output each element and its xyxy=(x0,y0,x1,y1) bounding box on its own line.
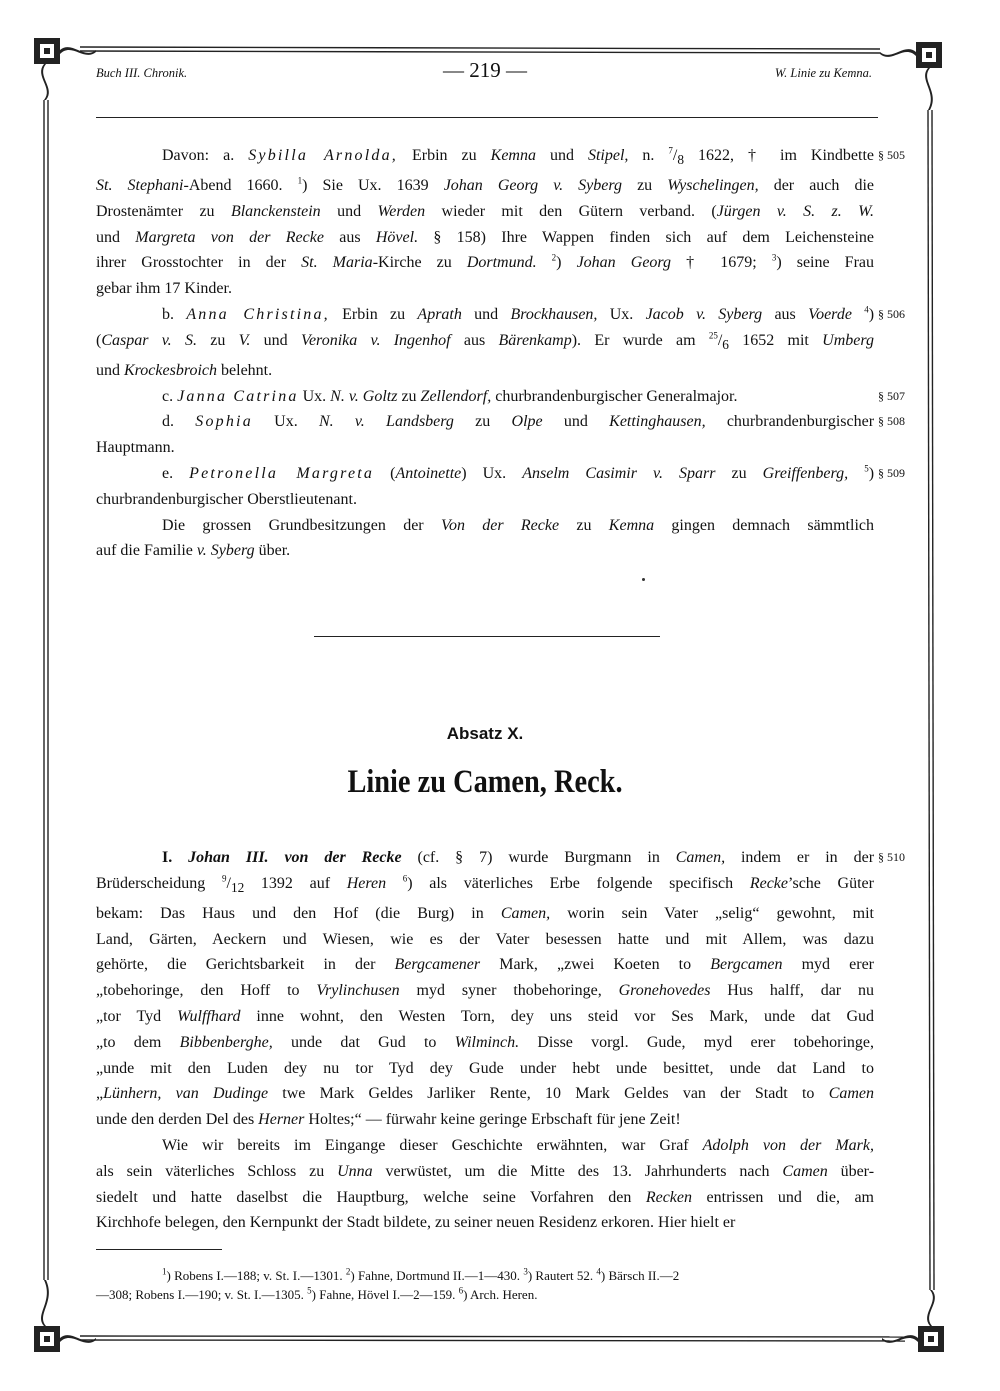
corner-ornament-top-left xyxy=(34,38,96,100)
text-line: Die grossen Grundbesitzungen der Von der Recke zu Kemna gingen demnach sämmtlich xyxy=(162,516,874,534)
paragraph-number: § 508 xyxy=(878,414,905,429)
section-label: Absatz X. xyxy=(446,724,524,743)
text-line: und Krockesbroich belehnt. xyxy=(96,361,273,379)
footnote-line: $^1$) Robens I.—188; v. St. I.—1301. $^2$) Fahne, Dortmund II.—1—430. $^3$) Rautert 52. $^4$) Bärsch II.—2 xyxy=(162,1266,680,1283)
text-line: Drostenämter zu Blanckenstein und Werden wieder mit den Gütern verband. (Jürgen v. S. z. W. xyxy=(96,202,874,220)
text-line: „tor Tyd Wulffhard inne wohnt, den Westen Torn, dey uns steid vor Ses Mark, unde dat Gud xyxy=(96,1007,874,1025)
text-line: St. Stephani-Abend 1660. $^1$) Sie Ux. 1639 Johan Georg v. Syberg zu Wyschelingen, der auch die xyxy=(96,175,875,194)
paragraph-number: § 510 xyxy=(878,850,905,864)
footnotes xyxy=(96,1266,874,1304)
text-line: „to dem Bibbenberghe, unde dat Gud to Wilminch. Disse vorgl. Gude, myd erer tobehoringe, xyxy=(96,1033,875,1051)
text-line: c. Janna Catrina Ux. N. v. Goltz zu Zellendorf, churbrandenburgischer Generalmajor. § 507 xyxy=(96,384,874,410)
text-line: siedelt und hatte daselbst die Hauptburg, welche seine Vorfahren den Recken entrissen und die, am xyxy=(96,1188,875,1206)
text-line: „unde mit den Luden dey nu tor Tyd dey Gude under hebt unde besittet, unde dat Land to xyxy=(96,1059,874,1077)
text-line: gehörte, die Gerichtsbarkeit in der Bergcamener Mark, „zwei Koeten to Bergcamen myd erer xyxy=(96,956,875,974)
paragraph-number: § 509 xyxy=(878,465,905,480)
text-line: Brüderscheidung $^9/_{12}$ 1392 auf Heren $^6$) als väterliches Erbe folgende specifisch Recke’sche Güter xyxy=(96,873,874,895)
paragraph-number: § 507 xyxy=(878,388,905,403)
text-line: Land, Gärten, Aeckern und Wiesen, wie es der Vater besessen hatte und mit Allem, was dazu xyxy=(96,930,874,948)
corner-ornament-bottom-left xyxy=(34,1280,96,1352)
text-line: und Margreta von der Recke aus Hövel. § 158) Ihre Wappen finden sich auf dem Leichensteine xyxy=(96,228,875,246)
text-line: e. Petronella Margreta (Antoinette) Ux. Anselm Casimir v. Sparr zu Greiffenberg, $^5$) § 509 xyxy=(96,461,874,487)
text-line: churbrandenburgischer Oberstlieutenant. xyxy=(96,490,357,508)
text-line: Wie wir bereits im Eingange dieser Geschichte erwähnten, war Graf Adolph von der Mark, xyxy=(162,1136,874,1154)
text-line: ihrer Grosstochter in der St. Maria-Kirche zu Dortmund. $^2$) Johan Georg † 1679; $^3$) seine Frau xyxy=(96,253,874,272)
text-line: Hauptmann. xyxy=(96,439,175,457)
footnote-line: —308; Robens I.—190; v. St. I.—1305. $^5$) Fahne, Hövel I.—2—159. $^6$) Arch. Heren. xyxy=(96,1285,538,1302)
text-line: unde den derden Del des Herner Holtes;“ — fürwahr keine geringe Erbschaft für jene Zeit! xyxy=(96,1111,681,1129)
text-line: d. Sophia Ux. N. v. Landsberg zu Olpe und Kettinghausen, churbrandenburgischer § 508 xyxy=(96,409,874,435)
header-rule xyxy=(96,117,878,118)
body-text-top xyxy=(96,143,905,564)
text-line: (Caspar v. S. zu V. und Veronika v. Ingenhof aus Bärenkamp). Er wurde am $^{25}/_6$ 1652 mit Umberg xyxy=(96,330,875,352)
text-line: „Lünhern, van Dudinge twe Mark Geldes Jarliker Rente, 10 Mark Geldes van der Stadt to Camen xyxy=(96,1085,875,1103)
text-line: Kirchhofe belegen, den Kernpunkt der Stadt bildete, zu seiner neuen Residenz erkoren. Hier hielt er xyxy=(96,1214,736,1232)
text-line: b. Anna Christina, Erbin zu Aprath und Brockhausen, Ux. Jacob v. Syberg aus Voerde $^4$) § 506 xyxy=(96,302,874,328)
corner-ornament-top-right xyxy=(880,42,942,110)
ink-dot xyxy=(642,578,645,581)
text-line: bekam: Das Haus und den Hof (die Burg) in Camen, worin sein Vater „selig“ gewohnt, mit xyxy=(96,904,874,922)
text-line: als sein väterliches Schloss zu Unna verwüstet, um die Mitte des 13. Jahrhunderts nach Camen über- xyxy=(96,1162,875,1180)
page-number: — 219 — xyxy=(443,58,527,82)
running-header-left: Buch III. Chronik. xyxy=(96,66,188,80)
running-header-right: W. Linie zu Kemna. xyxy=(774,66,872,80)
section-title: Linie zu Camen, Reck. xyxy=(347,764,623,800)
text-line: gebar ihm 17 Kinder. xyxy=(96,280,232,298)
body-text-bottom xyxy=(96,845,905,1236)
paragraph-number: § 506 xyxy=(878,306,905,321)
section-separator-rule xyxy=(314,636,660,637)
footnote-rule xyxy=(96,1249,222,1250)
paragraph-number: § 505 xyxy=(878,148,905,162)
corner-ornament-bottom-right xyxy=(882,1290,944,1352)
text-line: Davon: a. Sybilla Arnolda, Erbin zu Kemna und Stipel, n. $^7/_8$ 1622, † im Kindbette § 505 xyxy=(96,143,874,173)
text-line: I. Johan III. von der Recke (cf. § 7) wurde Burgmann in Camen, indem er in der § 510 xyxy=(96,845,874,871)
text-line: auf die Familie v. Syberg über. xyxy=(96,542,291,560)
text-line: „tobehoringe, den Hoff to Vrylinchusen myd syner thobehoringe, Gronehovedes Hus halff, dar nu xyxy=(96,982,874,1000)
